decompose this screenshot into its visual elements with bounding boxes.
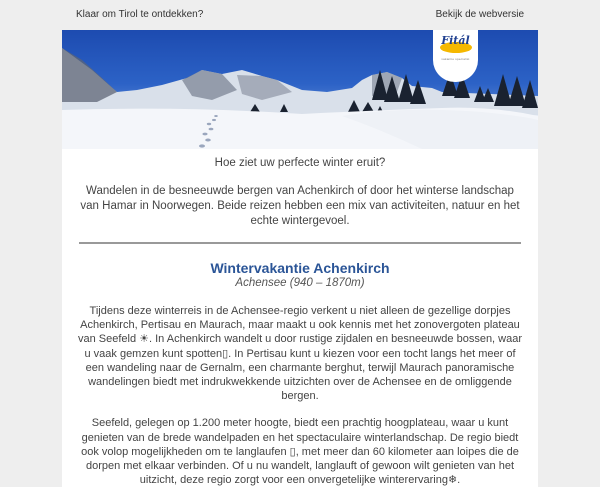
section-divider <box>79 242 521 244</box>
intro-text: Wandelen in de besneeuwde bergen van Achenkirch of door het winterse landschap van Hamar in Noorwegen. Beide reizen hebben een mix van activiteiten, natuur en het echte wintergevoel. <box>80 185 520 227</box>
logo-mark <box>439 36 473 54</box>
section-paragraph: Seefeld, gelegen op 1.200 meter hoogte, biedt een prachtig hoogplateau, waar u kunt genieten van de brede wandelpaden en het spectaculaire winterlandschap. De regio biedt ook volop mogelijkheden om te langlaufen ▯, met meer dan 60 kilometer aan loipes die de dorpen met elkaar verbinden. Of u nu wandelt, langlauft of gewoon wilt genieten van het uitzicht, deze regio zorgt voor een onvergetelijke winterervaring❄. <box>81 417 519 487</box>
section-paragraph: Tijdens deze winterreis in de Achensee-regio verkent u niet alleen de gezellige dorpjes Achenkirch, Pertisau en Maurach, maar maakt u ook kennis met het zonovergoten plateau van Seefeld ☀. In Achenkirch wandelt u door rustige zijdalen en besneeuwde bossen, waar u vaak gemzen kunt spotten▯. In Pertisau kunt u kiezen voor een tocht langs het meer of een wandeling naar de Gernalm, een charmante berghut, terwijl Maurach panoramische wandelingen biedt met indrukwekkende uitzichten over de Achensee en de omliggende bergen. <box>77 305 523 403</box>
email-body <box>62 30 538 487</box>
section-subtitle: Achensee (940 – 1870m) <box>235 277 365 289</box>
section-title: Wintervakantie Achenkirch <box>210 260 390 276</box>
intro-heading: Hoe ziet uw perfecte winter eruit? <box>214 157 386 169</box>
hero-image <box>62 30 538 149</box>
email-content <box>62 156 538 487</box>
brand-logo[interactable] <box>433 30 478 82</box>
preheader-bar <box>62 0 538 28</box>
preheader-text: Klaar om Tirol te ontdekken? <box>76 8 204 20</box>
view-web-version-link[interactable]: Bekijk de webversie <box>435 8 524 20</box>
logo-wordmark: Fitál <box>441 34 470 47</box>
logo-tagline: vakantie specialist <box>441 57 470 61</box>
